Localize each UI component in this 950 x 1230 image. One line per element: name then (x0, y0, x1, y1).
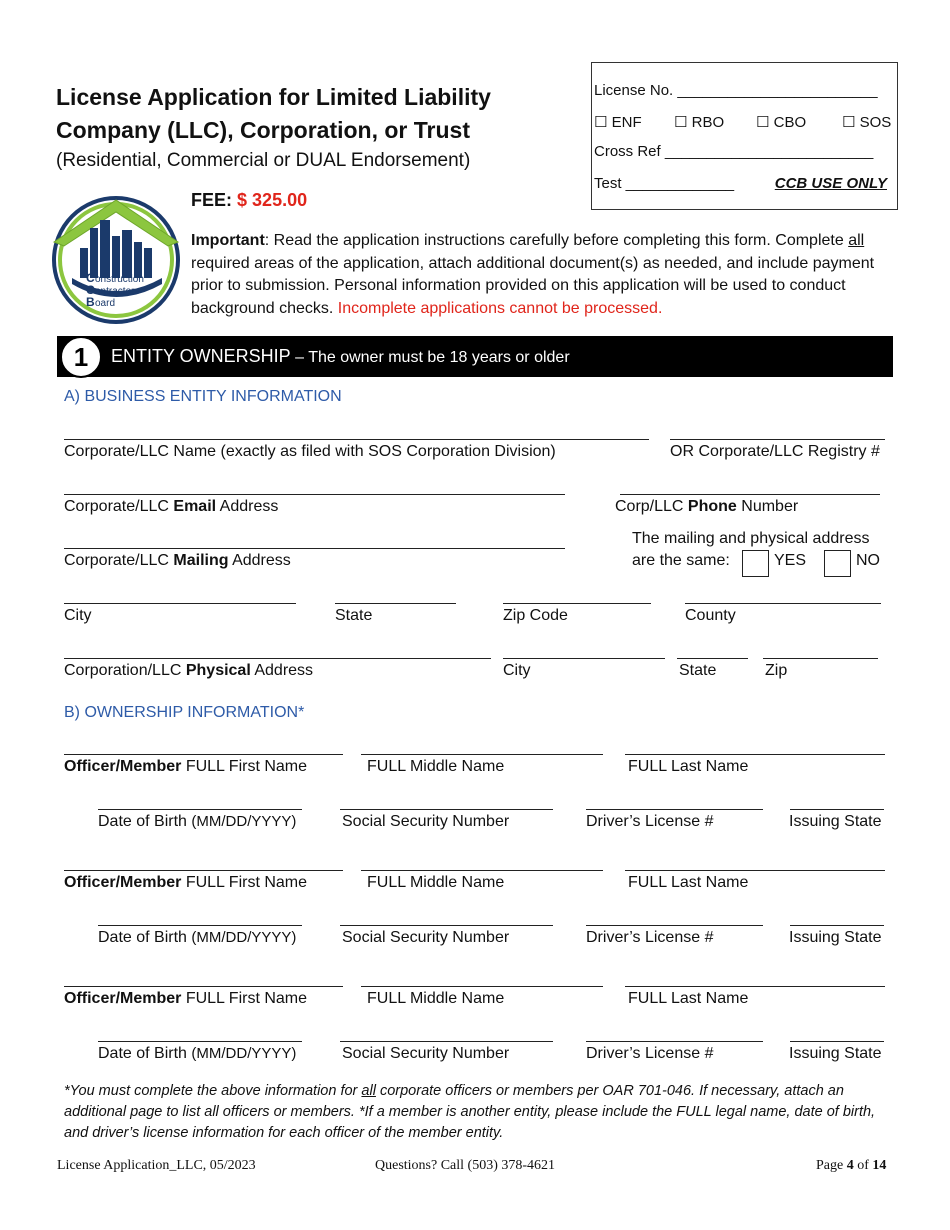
email-label-post: Address (216, 498, 279, 515)
phone-line[interactable] (620, 494, 880, 495)
fee-label: FEE: (191, 190, 233, 210)
incomplete-warning: Incomplete applications cannot be processed. (337, 299, 663, 317)
officer-3-last-name-label: FULL Last Name (628, 990, 749, 1007)
logo-word-2: ontractors (95, 286, 140, 297)
corp-name-line[interactable] (64, 439, 649, 440)
check-cbo-label: CBO (773, 114, 807, 131)
email-label-bold: Email (173, 498, 217, 515)
same-address-yes-checkbox[interactable] (742, 550, 769, 577)
officer-3-issuing-label: Issuing State (789, 1045, 882, 1062)
registry-label: OR Corporate/LLC Registry # (670, 443, 880, 460)
officer-2-dob: Date of Birth (98, 929, 192, 946)
check-rbo-label: RBO (691, 114, 725, 131)
phone-label-post: Number (736, 498, 799, 515)
footer-form-id: License Application_LLC, 05/2023 (57, 1158, 256, 1173)
ccb-logo (50, 192, 182, 324)
physical-city-label: City (503, 662, 531, 679)
officer-2-license-label: Driver’s License # (586, 929, 714, 946)
officer-2-last-name-label: FULL Last Name (628, 874, 749, 891)
phone-label-bold: Phone (687, 498, 737, 515)
check-sos[interactable]: ☐ SOS (842, 114, 892, 131)
mailing-label (64, 552, 291, 570)
physical-label-post: Address (250, 662, 314, 679)
check-enf-label: ENF (611, 114, 642, 131)
ownership-footnote (64, 1081, 894, 1144)
officer-2-license-line[interactable] (586, 925, 763, 926)
officer-3-first-name-label (64, 990, 307, 1008)
ownership-heading: B) OWNERSHIP INFORMATION* (64, 704, 305, 721)
officer-2-dob-label (98, 929, 296, 947)
officer-3-middle-name-label: FULL Middle Name (367, 990, 505, 1007)
form-title-line-2: Company (LLC), Corporation, or Trust (56, 117, 470, 143)
officer-3-license-label: Driver’s License # (586, 1045, 714, 1062)
email-line[interactable] (64, 494, 565, 495)
officer-3-dob-line[interactable] (98, 1041, 302, 1042)
physical-zip-label: Zip (765, 662, 788, 679)
officer-2-issuing-label: Issuing State (789, 929, 882, 946)
officer-1-first-name-label (64, 758, 307, 776)
physical-address-line[interactable] (64, 658, 491, 659)
logo-initial-3: B (86, 295, 95, 309)
officer-1-issuing-line[interactable] (790, 809, 884, 810)
officer-3-middle-name-line[interactable] (361, 986, 603, 987)
footnote-text-b: corporate officers or members per OAR 701-046. If necessary, attach an additional page to list all officers or members. *If a member is another entity, please include the FULL legal name, date of birth, and driver’s license information for each officer of the member entity. (64, 1083, 876, 1141)
officer-3-ssn-label: Social Security Number (342, 1045, 510, 1062)
officer-1-first-name-line[interactable] (64, 754, 343, 755)
same-address-label-1: The mailing and physical address (632, 530, 870, 547)
important-all: all (848, 232, 865, 249)
business-entity-heading: A) BUSINESS ENTITY INFORMATION (64, 388, 342, 405)
officer-2-bold: Officer/Member (64, 874, 182, 891)
officer-1-dob-format: (MM/DD/YYYY) (191, 813, 297, 830)
cross-ref-field[interactable]: Cross Ref _________________________ (594, 143, 874, 160)
county-label: County (685, 607, 736, 624)
phone-label-pre: Corp/LLC (615, 498, 688, 515)
form-title-line-1: License Application for Limited Liability (56, 84, 491, 110)
check-cbo[interactable]: ☐ CBO (756, 114, 807, 131)
physical-zip-line[interactable] (763, 658, 878, 659)
officer-3-ssn-line[interactable] (340, 1041, 553, 1042)
officer-1-dob-label (98, 813, 296, 831)
county-line[interactable] (685, 603, 881, 604)
same-address-no-checkbox[interactable] (824, 550, 851, 577)
city-label: City (64, 607, 92, 624)
officer-3-issuing-line[interactable] (790, 1041, 884, 1042)
physical-label-pre: Corporation/LLC (64, 662, 186, 679)
ccb-use-only-label: CCB USE ONLY (774, 175, 887, 192)
important-text-b: required areas of the application, attach additional document(s) as needed, and include payment prior to submission. Personal information provided on this application will be used to conduct background checks. (191, 254, 875, 317)
officer-3-dob: Date of Birth (98, 1045, 192, 1062)
physical-address-label (64, 662, 313, 680)
no-label: NO (856, 552, 880, 569)
state-line[interactable] (335, 603, 456, 604)
officer-2-first-name-label (64, 874, 307, 892)
logo-word-1: onstruction (95, 274, 144, 285)
city-line[interactable] (64, 603, 296, 604)
officer-1-issuing-label: Issuing State (789, 813, 882, 830)
officer-2-dob-line[interactable] (98, 925, 302, 926)
important-label: Important (191, 232, 265, 249)
officer-1-license-label: Driver’s License # (586, 813, 714, 830)
check-enf[interactable]: ☐ ENF (594, 114, 642, 131)
logo-word-3: oard (95, 298, 116, 309)
officer-3-license-line[interactable] (586, 1041, 763, 1042)
officer-3-first: FULL First Name (181, 990, 308, 1007)
logo-initial-1: C (86, 271, 95, 285)
officer-1-middle-name-label: FULL Middle Name (367, 758, 505, 775)
ccb-use-only-box (591, 62, 898, 210)
officer-2-first-name-line[interactable] (64, 870, 343, 871)
important-notice (191, 230, 896, 320)
corp-name-label: Corporate/LLC Name (exactly as filed with SOS Corporation Division) (64, 443, 556, 460)
mailing-label-post: Address (228, 552, 291, 569)
zip-label: Zip Code (503, 607, 568, 624)
email-label (64, 498, 278, 516)
logo-initial-2: C (86, 283, 95, 297)
footer-page-num: 4 (846, 1158, 854, 1173)
physical-state-line[interactable] (677, 658, 748, 659)
same-address-label-2: are the same: (632, 552, 730, 569)
officer-2-dob-format: (MM/DD/YYYY) (191, 929, 297, 946)
footer-page-number (816, 1158, 886, 1174)
officer-1-last-name-line[interactable] (625, 754, 885, 755)
physical-city-line[interactable] (503, 658, 665, 659)
officer-2-last-name-line[interactable] (625, 870, 885, 871)
officer-2-middle-name-label: FULL Middle Name (367, 874, 505, 891)
important-text-a: : Read the application instructions carefully before completing this form. Complete (264, 232, 849, 249)
officer-2-first: FULL First Name (181, 874, 308, 891)
officer-3-dob-label (98, 1045, 296, 1063)
section-title-main: ENTITY OWNERSHIP (111, 346, 291, 366)
fee-amount: $ 325.00 (237, 190, 308, 210)
officer-3-last-name-line[interactable] (625, 986, 885, 987)
license-no-field[interactable]: License No. ________________________ (594, 82, 878, 99)
officer-2-issuing-line[interactable] (790, 925, 884, 926)
zip-line[interactable] (503, 603, 651, 604)
officer-1-license-line[interactable] (586, 809, 763, 810)
footer-page-pre: Page (816, 1158, 847, 1173)
section-title (111, 346, 570, 367)
officer-3-bold: Officer/Member (64, 990, 182, 1007)
form-subtitle: (Residential, Commercial or DUAL Endorsement) (56, 150, 471, 171)
footer-page-total: 14 (872, 1158, 887, 1173)
check-rbo[interactable]: ☐ RBO (674, 114, 725, 131)
officer-2-middle-name-line[interactable] (361, 870, 603, 871)
officer-2-ssn-label: Social Security Number (342, 929, 510, 946)
phone-label (615, 498, 798, 516)
officer-2-ssn-line[interactable] (340, 925, 553, 926)
section-number: 1 (60, 336, 102, 378)
footer-questions: Questions? Call (503) 378-4621 (375, 1158, 556, 1173)
fee (191, 190, 307, 211)
officer-1-dob-line[interactable] (98, 809, 302, 810)
state-label: State (335, 607, 373, 624)
footnote-all: all (361, 1083, 376, 1099)
mailing-line[interactable] (64, 548, 565, 549)
officer-1-bold: Officer/Member (64, 758, 182, 775)
officer-1-ssn-line[interactable] (340, 809, 553, 810)
mailing-label-bold: Mailing (173, 552, 229, 569)
physical-label-bold: Physical (185, 662, 251, 679)
officer-1-first: FULL First Name (181, 758, 308, 775)
footnote-text-a: *You must complete the above information for (64, 1083, 362, 1099)
check-sos-label: SOS (859, 114, 892, 131)
officer-1-ssn-label: Social Security Number (342, 813, 510, 830)
physical-state-label: State (679, 662, 717, 679)
officer-1-dob: Date of Birth (98, 813, 192, 830)
test-field[interactable]: Test _____________ (594, 175, 735, 192)
mailing-label-pre: Corporate/LLC (64, 552, 174, 569)
officer-3-dob-format: (MM/DD/YYYY) (191, 1045, 297, 1062)
officer-3-first-name-line[interactable] (64, 986, 343, 987)
officer-1-last-name-label: FULL Last Name (628, 758, 749, 775)
section-title-sub: – The owner must be 18 years or older (290, 349, 570, 366)
officer-1-middle-name-line[interactable] (361, 754, 603, 755)
registry-line[interactable] (670, 439, 885, 440)
email-label-pre: Corporate/LLC (64, 498, 174, 515)
yes-label: YES (774, 552, 807, 569)
footer-page-mid: of (853, 1158, 873, 1173)
